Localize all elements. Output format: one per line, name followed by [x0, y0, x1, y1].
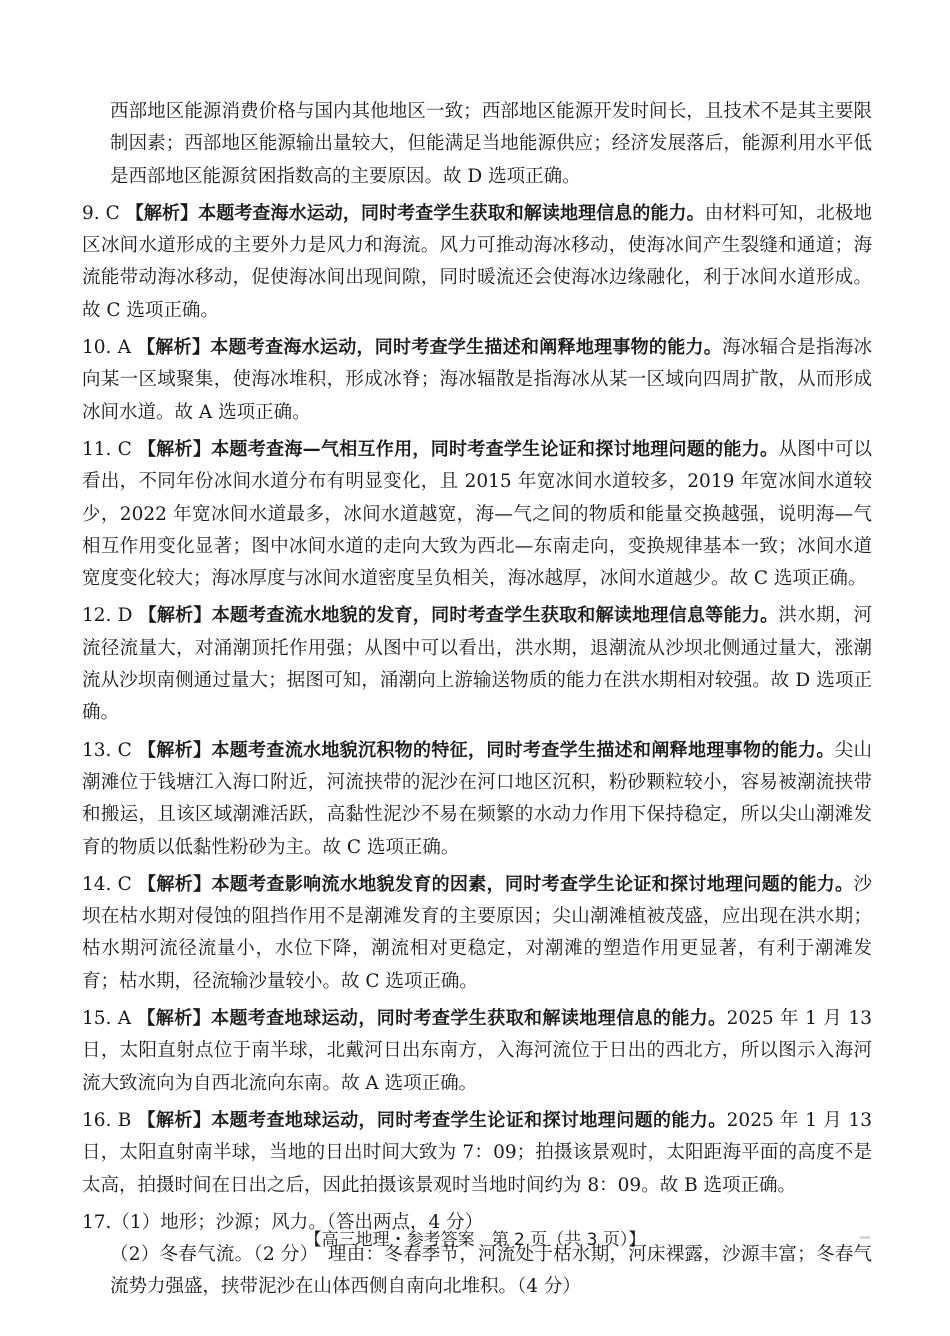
answer-number: 13. C — [82, 739, 132, 761]
analysis-lead: 本题考查地球运动，同时考查学生论证和探讨地理问题的能力。 — [211, 1109, 727, 1131]
analysis-tag: 【解析】 — [137, 438, 212, 460]
analysis-tag: 【解析】 — [137, 337, 211, 359]
answer-item-11 — [82, 434, 872, 595]
analysis-body: 2025 年 1 月 13 日，太阳直射点位于南半球，北戴河日出东南方，入海河流位于日出的西北方，所以图示入海河流大致流向为自西北流向东南。故 A 选项正确。 — [82, 1008, 872, 1094]
answer-number: 14. C — [82, 873, 132, 895]
analysis-body: 海冰辐合是指海冰向某一区域聚集，使海冰堆积，形成冰脊；海冰辐散是指海冰从某一区域向四周扩散，从而形成冰间水道。故 A 选项正确。 — [82, 337, 873, 423]
q17-part-1: （1）地形；沙源；风力。（答出两点，4 分） — [111, 1211, 484, 1233]
answer-number: 12. D — [82, 605, 133, 627]
answer-number: 11. C — [82, 438, 132, 460]
q17-part-2: （2）冬春气流。（2 分） 理由：冬春季节，河流处于枯水期，河床裸露，沙源丰富；冬春气流势力强盛，挟带泥沙在山体西侧自南向北堆积。（4 分） — [110, 1244, 872, 1298]
answer-number: 16. B — [82, 1109, 132, 1131]
analysis-tag: 【解析】 — [137, 1109, 212, 1131]
analysis-lead: 本题考查海水运动，同时考查学生描述和阐释地理事物的能力。 — [210, 337, 723, 359]
answer-number: 10. A — [82, 337, 131, 359]
answer-item-16 — [82, 1105, 872, 1202]
analysis-body: 2025 年 1 月 13 日，太阳直射南半球，当地的日出时间大致为 7：09；拍摄该景观时，太阳距海平面的高度不是太高，拍摄时间在日出之后，因此拍摄该景观时当地时间约为 8：09。故 B 选项正确。 — [82, 1109, 873, 1196]
answer-content — [82, 96, 872, 1309]
answer-item-10 — [82, 332, 872, 429]
analysis-body: 尖山潮滩位于钱塘江入海口附近，河流挟带的泥沙在河口地区沉积，粉砂颗粒较小，容易被潮流挟带和搬运，且该区域潮滩活跃，高黏性泥沙不易在频繁的水动力作用下保持稳定，所以尖山潮滩发育的物质以低黏性粉砂为主。故 C 选项正确。 — [82, 739, 872, 858]
answer-item-12 — [82, 600, 872, 729]
answer-item-15 — [82, 1003, 872, 1100]
intro-paragraph: 西部地区能源消费价格与国内其他地区一致；西部地区能源开发时间长，且技术不是其主要限制因素；西部地区能源输出量较大，但能满足当地能源供应；经济发展落后，能源利用水平低是西部地区能源贫困指数高的主要原因。故 D 选项正确。 — [110, 101, 872, 187]
analysis-lead: 本题考查海—气相互作用，同时考查学生论证和探讨地理问题的能力。 — [211, 438, 779, 460]
page-footer: 【高三地理・参考答案 第 2 页（共 3 页）】 — [304, 1230, 646, 1250]
analysis-lead: 本题考查海水运动，同时考查学生获取和解读地理信息的能力。 — [198, 202, 705, 224]
analysis-body: 由材料可知，北极地区冰间水道形成的主要外力是风力和海流。风力可推动海冰移动，使海冰间产生裂缝和通道；海流能带动海冰移动，促使海冰间出现间隙，同时暖流还会使海冰边缘融化，利于冰间水道形成。故 C 选项正确。 — [82, 202, 872, 321]
answer-item-17 — [82, 1207, 872, 1304]
answer-number: 15. A — [82, 1008, 132, 1030]
analysis-tag: 【解析】 — [125, 202, 199, 224]
analysis-lead: 本题考查流水地貌的发育，同时考查学生获取和解读地理信息等能力。 — [211, 605, 779, 627]
analysis-body: 洪水期，河流径流量大，对涌潮顶托作用强；从图中可以看出，洪水期，退潮流从沙坝北侧通过量大，涨潮流从沙坝南侧通过量大；据图可知，涌潮向上游输送物质的能力在洪水期相对较强。故 D 选项正确。 — [82, 605, 873, 724]
analysis-tag: 【解析】 — [137, 1008, 212, 1030]
answer-number: 9. C — [82, 202, 120, 224]
analysis-lead: 本题考查影响流水地貌发育的因素，同时考查学生论证和探讨地理问题的能力。 — [211, 873, 854, 895]
analysis-lead: 本题考查地球运动，同时考查学生获取和解读地理信息的能力。 — [211, 1008, 727, 1030]
analysis-body: 沙坝在枯水期对侵蚀的阻挡作用不是潮滩发育的主要原因；尖山潮滩植被茂盛，应出现在洪水期；枯水期河流径流量小，水位下降，潮流相对更稳定，对潮滩的塑造作用更显著，有利于潮滩发育；枯水期，径流输沙量较小。故 C 选项正确。 — [82, 873, 873, 992]
analysis-tag: 【解析】 — [138, 739, 212, 761]
analysis-tag: 【解析】 — [138, 873, 212, 895]
analysis-body: 从图中可以看出，不同年份冰间水道分布有明显变化，且 2015 年宽冰间水道较多，2019 年宽冰间水道较少，2022 年宽冰间水道最多，冰间水道越宽，海—气之间的物质和能量交换越强，说明海—气相互作用变化显著；图中冰间水道的走向大致为西北—东南走向，变换规律基本一致；冰间水道宽度变化较大；海冰厚度与冰间水道密度呈负相关，海冰越厚，冰间水道越少。故 C 选项正确。 — [82, 438, 872, 590]
answer-item-13 — [82, 735, 872, 864]
analysis-lead: 本题考查流水地貌沉积物的特征，同时考查学生描述和阐释地理事物的能力。 — [211, 739, 835, 761]
scan-mark — [860, 1236, 870, 1239]
answer-number: 17. — [82, 1211, 112, 1233]
analysis-tag: 【解析】 — [138, 605, 212, 627]
answer-item-14 — [82, 869, 872, 998]
answer-item-9 — [82, 198, 872, 327]
